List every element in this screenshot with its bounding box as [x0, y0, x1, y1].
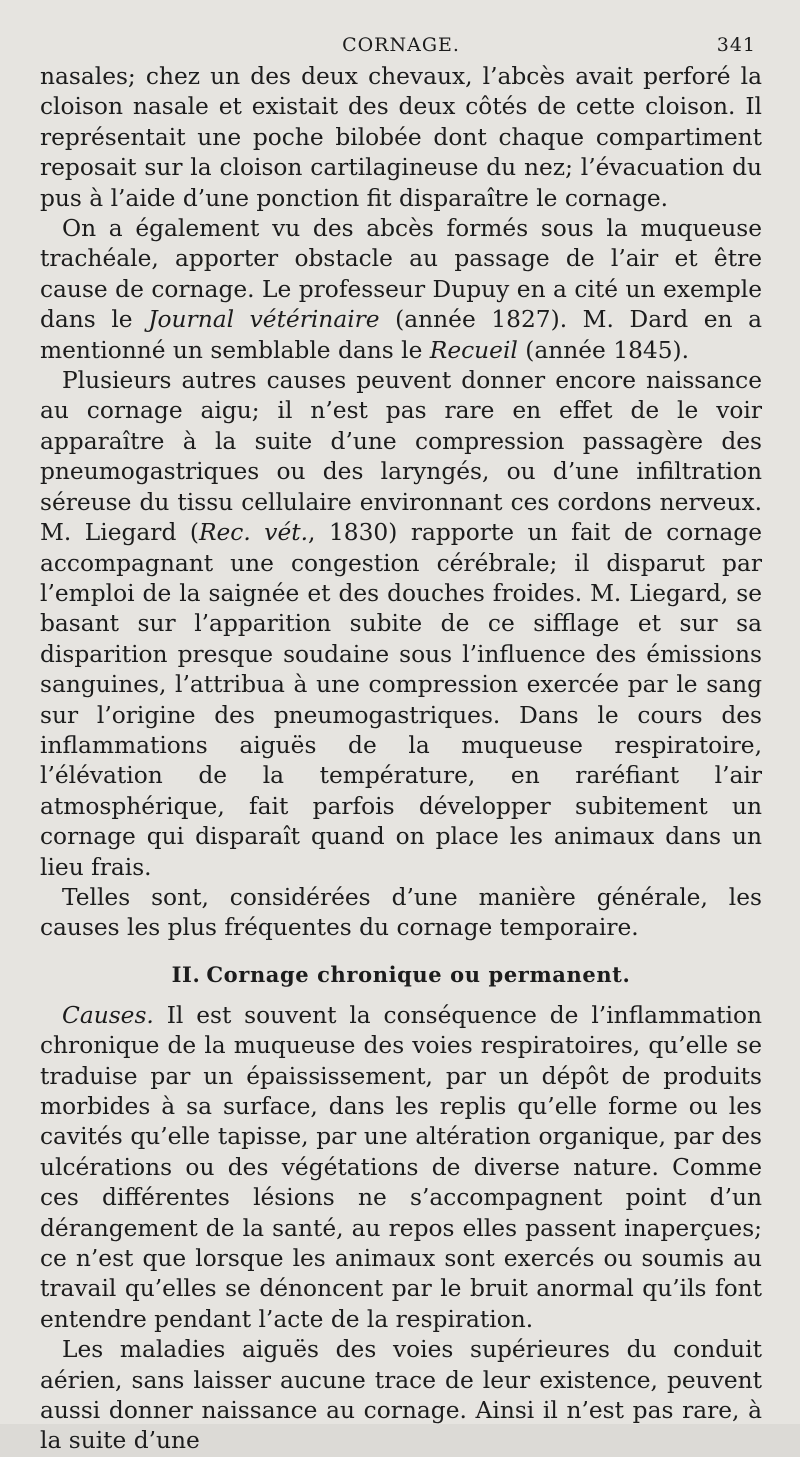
journal-title: Journal vétérinaire	[148, 306, 380, 334]
paragraph-1: nasales; chez un des deux chevaux, l’abcès avait perforé la cloison nasale et existait des deux côtés de cette cloison. Il représentait une poche bilobée dont chaque compartiment reposait sur la cloison cartilagineuse du nez; l’évacuation du pus à l’aide d’une ponction fit disparaître le cornage.	[40, 63, 762, 212]
paragraph-4: Telles sont, considérées d’une manière générale, les causes les plus fréquentes du cornage temporaire.	[40, 883, 762, 942]
section-heading	[40, 962, 762, 987]
causes-lead: Causes.	[62, 1001, 154, 1029]
paragraph-5	[40, 1001, 762, 1335]
paragraph-2-text-c: (année 1845).	[517, 336, 690, 364]
paragraph-5-text: Il est souvent la conséquence de l’inflammation chronique de la muqueuse des voies respiratoires, qu’elle se traduise par un épaississement, par un dépôt de produits morbides à sa surface, dans les replis qu’elle forme ou les cavités qu’elle tapisse, par une altération organique, par des ulcérations ou des végétations de diverse nature. Comme ces différentes lésions ne s’accompagnent point d’un dérangement de la santé, au repos elles passent inaperçues; ce n’est que lorsque les animaux sont exercés ou soumis au travail qu’elles se dénoncent par le bruit anormal qu’ils font entendre pendant l’acte de la respiration.	[40, 1001, 762, 1333]
recueil-title: Recueil	[429, 336, 518, 364]
paragraph-2	[40, 214, 762, 366]
paragraph-3-text-a: Plusieurs autres causes peuvent donner encore naissance au cornage aigu; il n’est pas rare en effet de le voir apparaître à la suite d’une compression passagère des pneumogastriques ou des laryngés, ou d’une infiltration séreuse du tissu cellulaire environnant ces cordons nerveux. M. Liegard (	[40, 367, 762, 547]
running-head	[40, 34, 762, 62]
paragraph-6: Les maladies aiguës des voies supérieures du conduit aérien, sans laisser aucune trace de leur existence, peuvent aussi donner naissance au cornage. Ainsi il n’est pas rare, à la suite d’une	[40, 1336, 762, 1455]
running-title: CORNAGE.	[342, 34, 460, 56]
section-number: II.	[171, 961, 201, 987]
paragraph-3	[40, 366, 762, 883]
rec-vet-reference: Rec. vét.	[198, 519, 309, 547]
paragraph-2-text-a: On a également vu des abcès formés sous la muqueuse trachéale, apporter obstacle au passage de l’air et être cause de cornage. Le professeur Dupuy en a cité un exemple dans le	[40, 215, 762, 334]
section-title: Cornage chronique ou permanent.	[206, 961, 631, 987]
paragraph-3-text-b: , 1830) rapporte un fait de cornage accompagnant une congestion cérébrale; il disparut par l’emploi de la saignée et des douches froides. M. Liegard, se basant sur l’apparition subite de ce sifflage et sur sa disparition presque soudaine sous l’influence des émissions sanguines, l’attribua à une compression exercée par le sang sur l’origine des pneumogastriques. Dans le cours des inflammations aiguës de la muqueuse respiratoire, l’élévation de la température, en raréfiant l’air atmosphérique, fait parfois développer subitement un cornage qui disparaît quand on place les animaux dans un lieu frais.	[40, 519, 762, 881]
page-number: 341	[716, 34, 756, 56]
paragraph-2-text-b: (année 1827). M. Dard en a mentionné un semblable dans le	[40, 306, 762, 364]
